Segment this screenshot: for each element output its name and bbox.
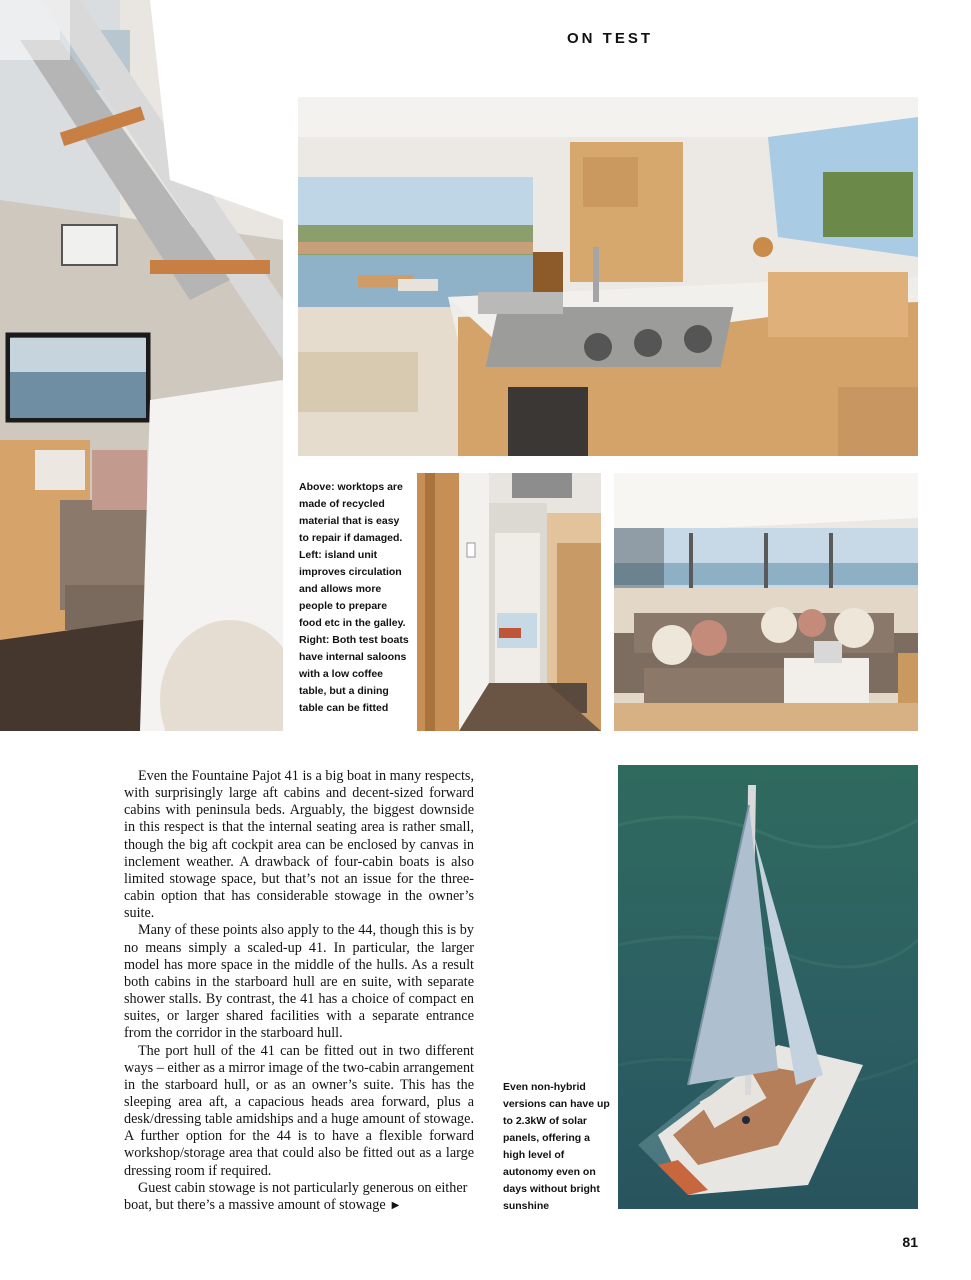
body-paragraph-text: Guest cabin stowage is not particularly generous on either boat, but there’s a massive amount of stowage	[124, 1179, 468, 1213]
page-number: 81	[902, 1234, 918, 1250]
galley-photo	[298, 97, 918, 456]
sailing-aerial-photo	[618, 765, 918, 1209]
solar-caption: Even non-hybrid versions can have up to 2.3kW of solar panels, offering a high level of autonomy even on days without bright sunshine	[503, 1081, 610, 1212]
body-paragraph-last	[124, 1180, 474, 1214]
body-paragraph: Even the Fountaine Pajot 41 is a big boat in many respects, with surprisingly large aft cabins and decent-sized forward cabins with peninsula beds. Arguably, the biggest downside in this respect is that the internal seating area is rather small, though the big aft cockpit area can be enclosed by canvas in inclement weather. A drawback of four-cabin boats is also limited stowage space, but that’s not an issue for the three-cabin option that has considerable stowage in the owner’s suite.	[124, 768, 474, 922]
left-interior-photo	[0, 0, 283, 731]
section-label: ON TEST	[566, 30, 653, 47]
continue-arrow-icon: ▶	[391, 1199, 400, 1211]
corridor-photo	[417, 473, 601, 731]
body-paragraph: The port hull of the 41 can be fitted out in two different ways – either as a mirror image of the two-cabin arrangement in the starboard hull, or as an owner’s suite. This has the sleeping area aft, a capacious heads area forward, plus a desk/dressing table amidships and a huge amount of stowage. A further option for the 44 is to have a flexible forward workshop/storage area that could also be fitted out as a large dressing room if required.	[124, 1042, 474, 1179]
galley-caption: Above: worktops are made of recycled material that is easy to repair if damaged. Left: island unit improves circulation and allows more people to prepare food etc in the galley. Right: Both test boats have internal saloons with a low coffee table, but a dining table can be fitted	[299, 481, 409, 714]
body-paragraph: Many of these points also apply to the 44, though this is by no means simply a scaled-up 41. In particular, the larger model has more space in the middle of the hulls. As a result both cabins in the starboard hull are en suite, with separate shower stalls. By contrast, the 41 has a choice of compact en suites, or larger shared facilities with a separate entrance from the corridor in the starboard hull.	[124, 922, 474, 1042]
article-body	[124, 768, 474, 1214]
saloon-photo	[614, 473, 918, 731]
